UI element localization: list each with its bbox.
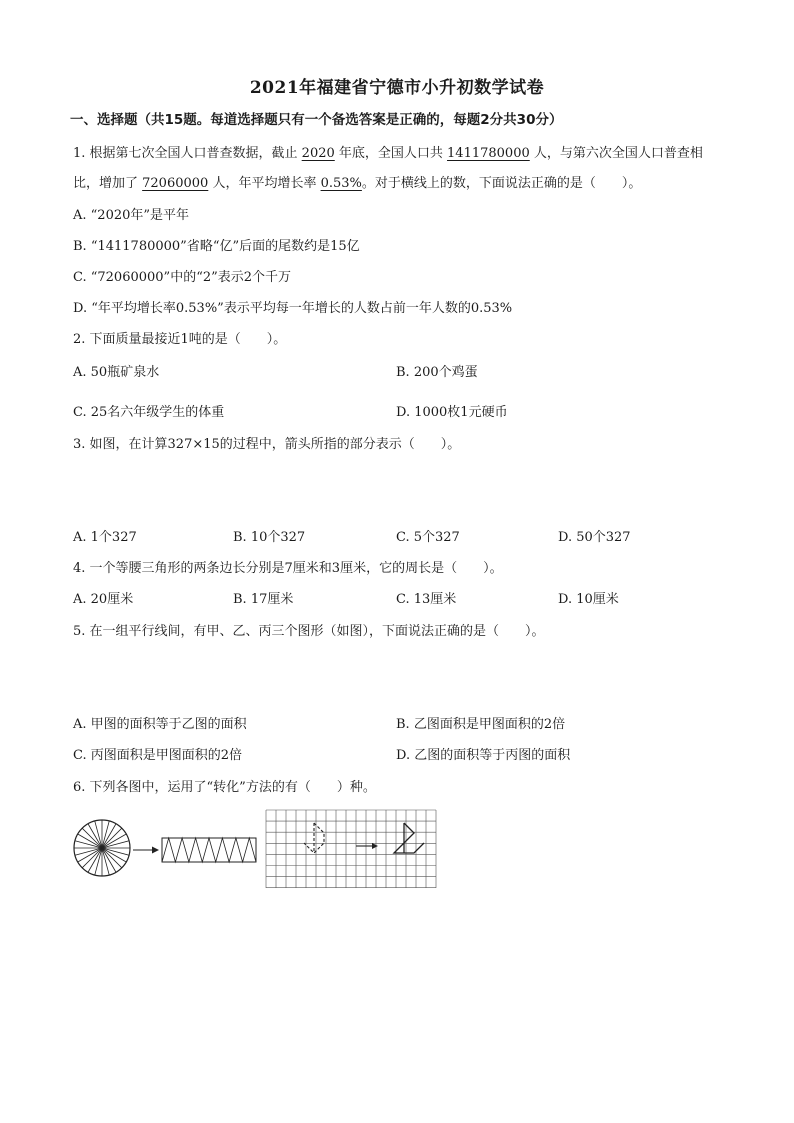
q1-option-d[interactable]: D. “年平均增长率0.53%”表示平均每一年增长的人数占前一年人数的0.53% bbox=[73, 301, 513, 316]
q2-option-d[interactable]: D. 1000枚1元硬币 bbox=[396, 405, 508, 420]
q5-option-d[interactable]: D. 乙图的面积等于丙图的面积 bbox=[396, 748, 571, 763]
section-heading: 一、选择题（共15题。每道选择题只有一个备选答案是正确的，每题2分共30分） bbox=[70, 112, 563, 128]
dashed-original-shape bbox=[304, 823, 324, 853]
q1-line2 bbox=[73, 172, 641, 191]
q1-option-a[interactable]: A. “2020年”是平年 bbox=[73, 208, 190, 223]
q3-option-b[interactable]: B. 10个327 bbox=[233, 530, 306, 545]
square-grid bbox=[266, 810, 436, 888]
transform-arrow-1 bbox=[133, 847, 159, 854]
moved-shape bbox=[394, 823, 424, 853]
q3-option-c[interactable]: C. 5个327 bbox=[396, 530, 460, 545]
q1-text: 人，与第六次全国人口普查相 bbox=[529, 146, 703, 161]
q1-underlined-increase: 72060000 bbox=[142, 176, 209, 191]
q1-text: 人，年平均增长率 bbox=[208, 176, 321, 191]
page-title: 2021年福建省宁德市小升初数学试卷 bbox=[249, 78, 545, 98]
q1-line1 bbox=[73, 142, 703, 161]
circle-sectors-figure bbox=[74, 820, 130, 876]
q5-option-a[interactable]: A. 甲图的面积等于乙图的面积 bbox=[73, 717, 247, 732]
q6-stem: 6. 下列各图中，运用了“转化”方法的有（ ）种。 bbox=[73, 780, 376, 795]
q5-stem: 5. 在一组平行线间，有甲、乙、丙三个图形（如图），下面说法正确的是（ ）。 bbox=[73, 624, 545, 639]
q2-stem: 2. 下面质量最接近1吨的是（ ）。 bbox=[73, 332, 287, 347]
q1-underlined-rate: 0.53% bbox=[320, 176, 362, 191]
transform-arrow-2 bbox=[356, 843, 378, 849]
q2-option-b[interactable]: B. 200个鸡蛋 bbox=[396, 365, 478, 380]
q6-figure-grid-transform bbox=[264, 808, 444, 890]
q5-option-b[interactable]: B. 乙图面积是甲图面积的2倍 bbox=[396, 717, 566, 732]
q5-option-c[interactable]: C. 丙图面积是甲图面积的2倍 bbox=[73, 748, 243, 763]
q1-option-c[interactable]: C. “72060000”中的“2”表示2个千万 bbox=[73, 270, 292, 285]
q1-underlined-population: 1411780000 bbox=[447, 146, 530, 161]
q1-underlined-year: 2020 bbox=[301, 146, 335, 161]
q2-option-a[interactable]: A. 50瓶矿泉水 bbox=[73, 365, 160, 380]
q1-text: 。对于横线上的数，下面说法正确的是（ ）。 bbox=[361, 176, 642, 191]
q3-stem: 3. 如图，在计算327×15的过程中，箭头所指的部分表示（ ）。 bbox=[73, 437, 461, 452]
q4-option-c[interactable]: C. 13厘米 bbox=[396, 592, 457, 607]
q4-option-b[interactable]: B. 17厘米 bbox=[233, 592, 294, 607]
q3-option-a[interactable]: A. 1个327 bbox=[73, 530, 137, 545]
q3-option-d[interactable]: D. 50个327 bbox=[558, 530, 631, 545]
q1-text: 年底，全国人口共 bbox=[334, 146, 448, 161]
q2-option-c[interactable]: C. 25名六年级学生的体重 bbox=[73, 405, 225, 420]
q1-text: 比，增加了 bbox=[73, 176, 143, 191]
q1-text: 1. 根据第七次全国人口普查数据，截止 bbox=[73, 146, 302, 161]
q4-option-d[interactable]: D. 10厘米 bbox=[558, 592, 619, 607]
rearranged-strip-figure bbox=[162, 838, 256, 862]
q1-option-b[interactable]: B. “1411780000”省略“亿”后面的尾数约是15亿 bbox=[73, 239, 360, 254]
q6-figure-circle-transform bbox=[70, 806, 260, 888]
q4-stem: 4. 一个等腰三角形的两条边长分别是7厘米和3厘米，它的周长是（ ）。 bbox=[73, 561, 503, 576]
q4-option-a[interactable]: A. 20厘米 bbox=[73, 592, 134, 607]
